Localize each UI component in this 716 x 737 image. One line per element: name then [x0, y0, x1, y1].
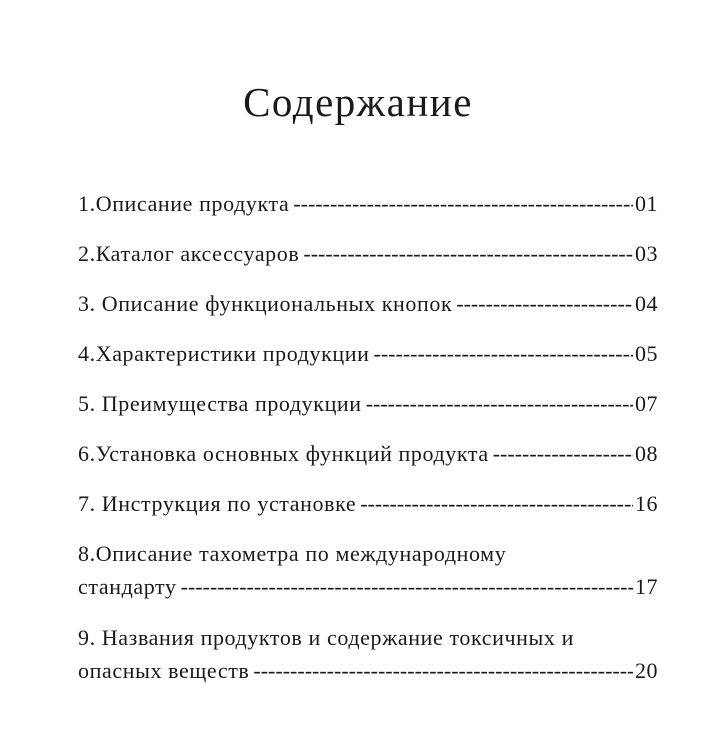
toc-entry-page: 03: [635, 241, 658, 266]
toc-entry-page: 07: [635, 391, 658, 416]
dot-leader: [366, 387, 633, 420]
toc-entry-3: [78, 287, 658, 320]
page-title: Содержание: [243, 79, 473, 125]
toc-entry-last-line: [78, 570, 658, 603]
toc-entry-text: 4.Характеристики продукции: [78, 341, 370, 366]
toc-entry-page: 04: [635, 291, 658, 316]
toc-entry-8: [78, 537, 658, 603]
toc-entry-text-line1: 9. Названия продуктов и содержание токсичных и: [78, 625, 574, 650]
toc-entry-page: 08: [635, 441, 658, 466]
toc-entry-9: [78, 621, 658, 687]
toc-entry-text: 6.Установка основных функций продукта: [78, 441, 489, 466]
toc-entry-5: [78, 387, 658, 420]
toc-entry-page: 16: [635, 491, 658, 516]
toc-entry-text: 3. Описание функциональных кнопок: [78, 291, 453, 316]
dot-leader: [181, 570, 633, 603]
toc-entry-text: 5. Преимущества продукции: [78, 391, 362, 416]
toc-entry-4: [78, 337, 658, 370]
toc-entry-text-line2: опасных веществ: [78, 658, 250, 683]
toc-entry-text-line2: стандарту: [78, 574, 177, 599]
dot-leader: [374, 337, 633, 370]
toc-entry-1: [78, 187, 658, 220]
toc-entry-text: 1.Описание продукта: [78, 191, 290, 216]
toc-entry-6: [78, 437, 658, 470]
dot-leader: [303, 237, 633, 270]
toc-entry-page: 05: [635, 341, 658, 366]
toc-entry-2: [78, 237, 658, 270]
toc-entry-page: 20: [635, 658, 658, 683]
dot-leader: [293, 187, 633, 220]
toc-entry-7: [78, 487, 658, 520]
dot-leader: [360, 487, 633, 520]
dot-leader: [253, 654, 633, 687]
toc-entry-text-line1: 8.Описание тахометра по международному: [78, 541, 507, 566]
table-of-contents: [78, 187, 658, 705]
toc-entry-text: 7. Инструкция по установке: [78, 491, 357, 516]
toc-entry-page: 17: [635, 574, 658, 599]
toc-entry-last-line: [78, 654, 658, 687]
toc-entry-text: 2.Каталог аксессуаров: [78, 241, 300, 266]
dot-leader: [493, 437, 633, 470]
dot-leader: [456, 287, 633, 320]
toc-entry-page: 01: [635, 191, 658, 216]
